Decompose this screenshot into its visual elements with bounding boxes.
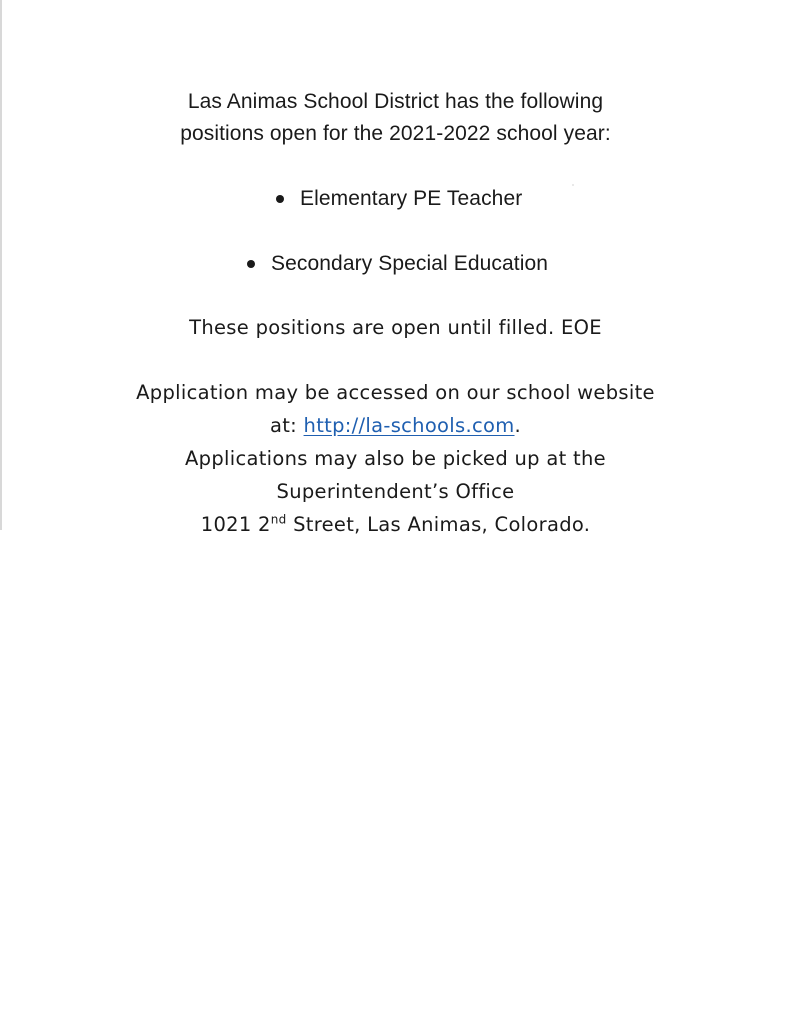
open-until-filled-notice: These positions are open until filled. EOE [189,316,602,339]
intro-line-1: Las Animas School District has the following [187,90,604,113]
url-suffix: . [514,414,522,437]
application-line-3: Applications may also be picked up at the [185,447,606,470]
address-number: 1021 2 [200,513,271,536]
bullet-icon [276,195,284,203]
position-title: Secondary Special Education [271,252,549,275]
intro-line-2: positions open for the 2021-2022 school year: [180,122,611,145]
address-ordinal: nd [270,512,287,527]
application-line-1: Application may be accessed on our school website [136,381,655,404]
url-prefix: at: [269,414,304,437]
school-website-link[interactable]: http://la-schools.com [303,414,515,437]
scan-speck [572,184,574,186]
application-line-2 [0,414,791,437]
bullet-icon [247,260,255,268]
address-line [0,513,791,536]
position-item [276,187,522,211]
address-rest: Street, Las Animas, Colorado. [286,513,591,536]
position-title: Elementary PE Teacher [300,187,523,210]
superintendent-office: Superintendent’s Office [276,480,515,503]
position-item [247,252,548,276]
